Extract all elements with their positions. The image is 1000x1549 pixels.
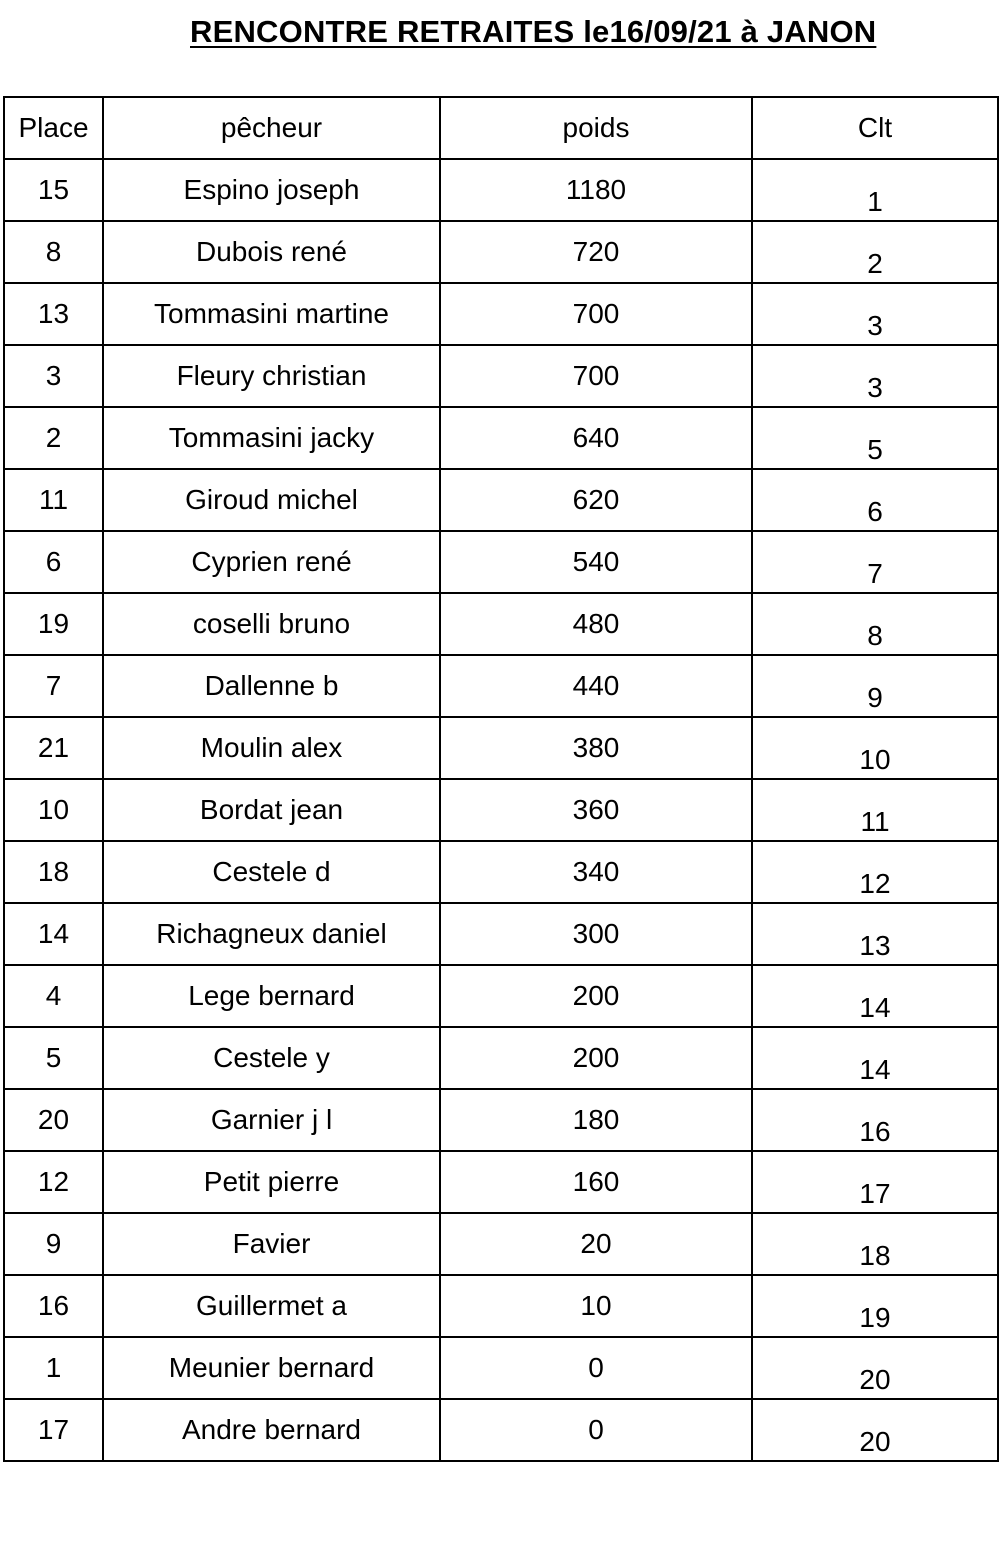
cell-name: Cestele y — [103, 1027, 440, 1089]
column-header-place: Place — [4, 97, 103, 159]
cell-place: 12 — [4, 1151, 103, 1213]
table-row — [4, 593, 998, 655]
cell-weight: 720 — [440, 221, 752, 283]
cell-weight: 700 — [440, 345, 752, 407]
cell-rank: 2 — [752, 221, 998, 283]
cell-place: 10 — [4, 779, 103, 841]
cell-place: 6 — [4, 531, 103, 593]
cell-place: 17 — [4, 1399, 103, 1461]
cell-place: 20 — [4, 1089, 103, 1151]
cell-name: Moulin alex — [103, 717, 440, 779]
cell-weight: 10 — [440, 1275, 752, 1337]
cell-rank: 1 — [752, 159, 998, 221]
cell-weight: 360 — [440, 779, 752, 841]
table-row — [4, 965, 998, 1027]
cell-place: 4 — [4, 965, 103, 1027]
table-row — [4, 841, 998, 903]
cell-weight: 180 — [440, 1089, 752, 1151]
table-row — [4, 221, 998, 283]
table-row — [4, 655, 998, 717]
table-row — [4, 283, 998, 345]
cell-rank: 20 — [752, 1399, 998, 1461]
cell-rank: 9 — [752, 655, 998, 717]
cell-name: Cestele d — [103, 841, 440, 903]
table-row — [4, 345, 998, 407]
table-row — [4, 1089, 998, 1151]
table-row — [4, 1213, 998, 1275]
cell-place: 15 — [4, 159, 103, 221]
cell-place: 5 — [4, 1027, 103, 1089]
cell-name: Tommasini martine — [103, 283, 440, 345]
table-row — [4, 717, 998, 779]
cell-weight: 200 — [440, 1027, 752, 1089]
cell-weight: 300 — [440, 903, 752, 965]
cell-name: Favier — [103, 1213, 440, 1275]
cell-weight: 0 — [440, 1399, 752, 1461]
cell-name: Dallenne b — [103, 655, 440, 717]
table-row — [4, 1027, 998, 1089]
cell-name: Meunier bernard — [103, 1337, 440, 1399]
cell-place: 18 — [4, 841, 103, 903]
cell-place: 13 — [4, 283, 103, 345]
cell-rank: 3 — [752, 345, 998, 407]
cell-rank: 12 — [752, 841, 998, 903]
cell-weight: 480 — [440, 593, 752, 655]
cell-weight: 620 — [440, 469, 752, 531]
cell-rank: 14 — [752, 965, 998, 1027]
cell-name: Espino joseph — [103, 159, 440, 221]
column-header-rank: Clt — [752, 97, 998, 159]
cell-place: 11 — [4, 469, 103, 531]
cell-rank: 5 — [752, 407, 998, 469]
document-title: RENCONTRE RETRAITES le16/09/21 à JANON — [190, 14, 877, 49]
table-row — [4, 1275, 998, 1337]
cell-name: Andre bernard — [103, 1399, 440, 1461]
results-table — [3, 96, 999, 1462]
cell-name: Cyprien rené — [103, 531, 440, 593]
cell-name: Dubois rené — [103, 221, 440, 283]
cell-rank: 6 — [752, 469, 998, 531]
cell-name: Lege bernard — [103, 965, 440, 1027]
cell-weight: 200 — [440, 965, 752, 1027]
cell-rank: 13 — [752, 903, 998, 965]
cell-name: Tommasini jacky — [103, 407, 440, 469]
cell-rank: 18 — [752, 1213, 998, 1275]
cell-name: Guillermet a — [103, 1275, 440, 1337]
table-row — [4, 1399, 998, 1461]
table-row — [4, 1151, 998, 1213]
cell-name: Garnier j l — [103, 1089, 440, 1151]
cell-place: 1 — [4, 1337, 103, 1399]
cell-name: Bordat jean — [103, 779, 440, 841]
cell-rank: 20 — [752, 1337, 998, 1399]
cell-rank: 11 — [752, 779, 998, 841]
cell-place: 21 — [4, 717, 103, 779]
cell-weight: 700 — [440, 283, 752, 345]
table-header-row — [4, 97, 998, 159]
cell-rank: 3 — [752, 283, 998, 345]
table-row — [4, 469, 998, 531]
cell-place: 2 — [4, 407, 103, 469]
cell-weight: 380 — [440, 717, 752, 779]
table-row — [4, 407, 998, 469]
cell-place: 16 — [4, 1275, 103, 1337]
cell-rank: 19 — [752, 1275, 998, 1337]
cell-weight: 0 — [440, 1337, 752, 1399]
cell-place: 3 — [4, 345, 103, 407]
cell-weight: 540 — [440, 531, 752, 593]
table-row — [4, 903, 998, 965]
cell-rank: 10 — [752, 717, 998, 779]
cell-place: 9 — [4, 1213, 103, 1275]
cell-weight: 340 — [440, 841, 752, 903]
cell-weight: 640 — [440, 407, 752, 469]
cell-place: 7 — [4, 655, 103, 717]
table-row — [4, 531, 998, 593]
cell-name: Giroud michel — [103, 469, 440, 531]
cell-rank: 14 — [752, 1027, 998, 1089]
cell-name: Richagneux daniel — [103, 903, 440, 965]
cell-name: Petit pierre — [103, 1151, 440, 1213]
table-row — [4, 1337, 998, 1399]
table-row — [4, 159, 998, 221]
cell-place: 8 — [4, 221, 103, 283]
cell-name: coselli bruno — [103, 593, 440, 655]
table-body — [4, 159, 998, 1461]
cell-weight: 1180 — [440, 159, 752, 221]
column-header-weight: poids — [440, 97, 752, 159]
cell-weight: 160 — [440, 1151, 752, 1213]
cell-rank: 17 — [752, 1151, 998, 1213]
cell-rank: 7 — [752, 531, 998, 593]
cell-rank: 16 — [752, 1089, 998, 1151]
cell-weight: 20 — [440, 1213, 752, 1275]
column-header-name: pêcheur — [103, 97, 440, 159]
cell-place: 14 — [4, 903, 103, 965]
cell-weight: 440 — [440, 655, 752, 717]
table-row — [4, 779, 998, 841]
cell-rank: 8 — [752, 593, 998, 655]
cell-name: Fleury christian — [103, 345, 440, 407]
cell-place: 19 — [4, 593, 103, 655]
